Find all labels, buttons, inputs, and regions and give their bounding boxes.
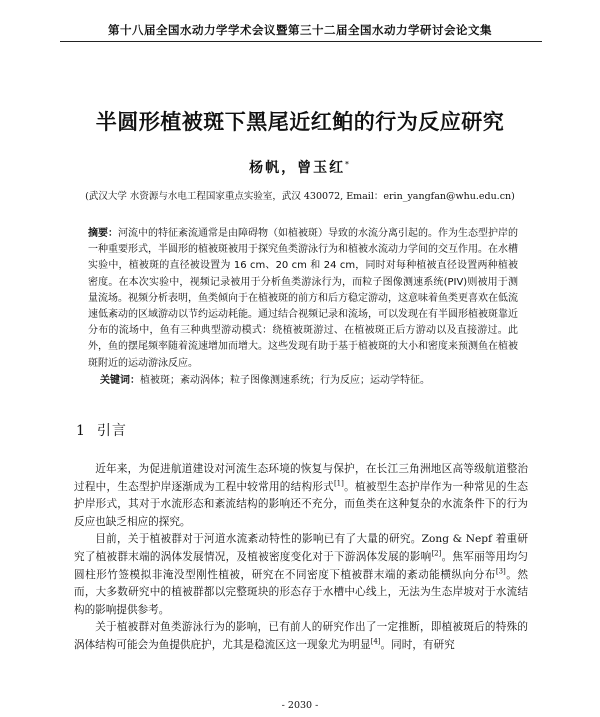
keywords: [100, 371, 520, 386]
keywords-label: 关键词：: [100, 375, 140, 386]
paragraph: [74, 531, 528, 619]
keywords-text: 植被斑；紊动涡体；粒子图像测速系统；行为反应；运动学特征。: [140, 375, 430, 386]
citation: [1]: [333, 479, 344, 488]
running-head: 第十八届全国水动力学学术会议暨第三十二届全国水动力学研讨会论文集: [108, 23, 492, 37]
abstract-label: 摘要：: [88, 228, 118, 239]
section-heading: [76, 420, 127, 440]
page-number: - 2030 -: [281, 700, 319, 711]
section-number: 1: [76, 423, 86, 439]
paragraph-text: 目前，关于植被群对于河道水流紊动特性的影响已有了大量的研究。Zong & Nepf 着重研究了植被群末端的涡体发展情况，及植被密度变化对于下游涡体发展的影响: [74, 533, 528, 563]
authors: [0, 157, 600, 177]
citation: [3]: [495, 567, 506, 576]
paragraph-text: 。同时，有研究: [380, 638, 455, 651]
paragraph: [74, 619, 528, 654]
section-title: 引言: [96, 423, 127, 439]
corresponding-author-mark: *: [345, 159, 351, 169]
author-names: 杨帆，曾玉红: [249, 160, 346, 176]
affiliation: (武汉大学 水资源与水电工程国家重点实验室，武汉 430072, Email：erin_yangfan@whu.edu.cn): [85, 191, 515, 202]
citation: [2]: [431, 549, 442, 558]
paragraph: [74, 461, 528, 531]
abstract: [88, 226, 518, 372]
paragraph-text: 近年来，为促进航道建设对河流生态环境的恢复与保护，在长江三角洲地区高等级航道整治过程中，生态型护岸逐渐成为工程中较常用的结构形式: [74, 463, 528, 493]
paragraph-text: 。然而，大多数研究中的植被群都以完整斑块的形态存于水槽中心线上，无法为生态岸坡对于水流结构的影响提供参考。: [74, 568, 529, 616]
paragraph-text: 。植被型生态护岸作为一种常见的生态护岸形式，其对于水流形态和紊流结构的影响还不充分，而鱼类在这种复杂的水流条件下的行为反应也缺乏相应的探究。: [74, 480, 529, 528]
body-text: [74, 461, 528, 655]
paragraph-text: 关于植被群对鱼类游泳行为的影响，已有前人的研究作出了一定推断，即植被斑后的特殊的涡体结构可能会为鱼提供庇护，尤其是稳流区这一现象尤为明显: [74, 621, 528, 651]
header-rule: [60, 41, 542, 42]
abstract-text: 河流中的特征紊流通常是由障碍物（如植被斑）导致的水流分离引起的。作为生态型护岸的一种重要形式，半圆形的植被斑被用于探究鱼类游泳行为和植被水流动力学间的交互作用。在水槽实验中，植被斑的直径被设置为 16 cm、20 cm 和 24 cm，同时对每种植被直径设置两种植被密度。在本次实验中，视频记录被用于分析鱼类游泳行为，而粒子图像测速系统(PIV)则被用于测量流场。视频分析表明，鱼类倾向于在植被斑的前方和后方稳定游动，这意味着鱼类更喜欢在低流速低紊动的区域游动以节约运动耗能。通过结合视频记录和流场，可以发现在有半圆形植被斑靠近分布的流场中，鱼有三种典型游动模式：绕植被斑游过、在植被斑正后方游动以及直接游过。此外，鱼的摆尾频率随着流速增加而增大。这些发现有助于基于植被斑的大小和密度来预测鱼在植被斑附近的运动游泳反应。: [88, 228, 518, 369]
citation: [4]: [370, 637, 381, 646]
paragraph-text: 。焦军丽等用均匀圆柱形竹签模拟非淹没型刚性植被，研究在不同密度下植被群末端的紊动能横纵向分布: [74, 550, 529, 581]
paper-title: 半圆形植被斑下黑尾近红鲌的行为反应研究: [95, 109, 505, 134]
